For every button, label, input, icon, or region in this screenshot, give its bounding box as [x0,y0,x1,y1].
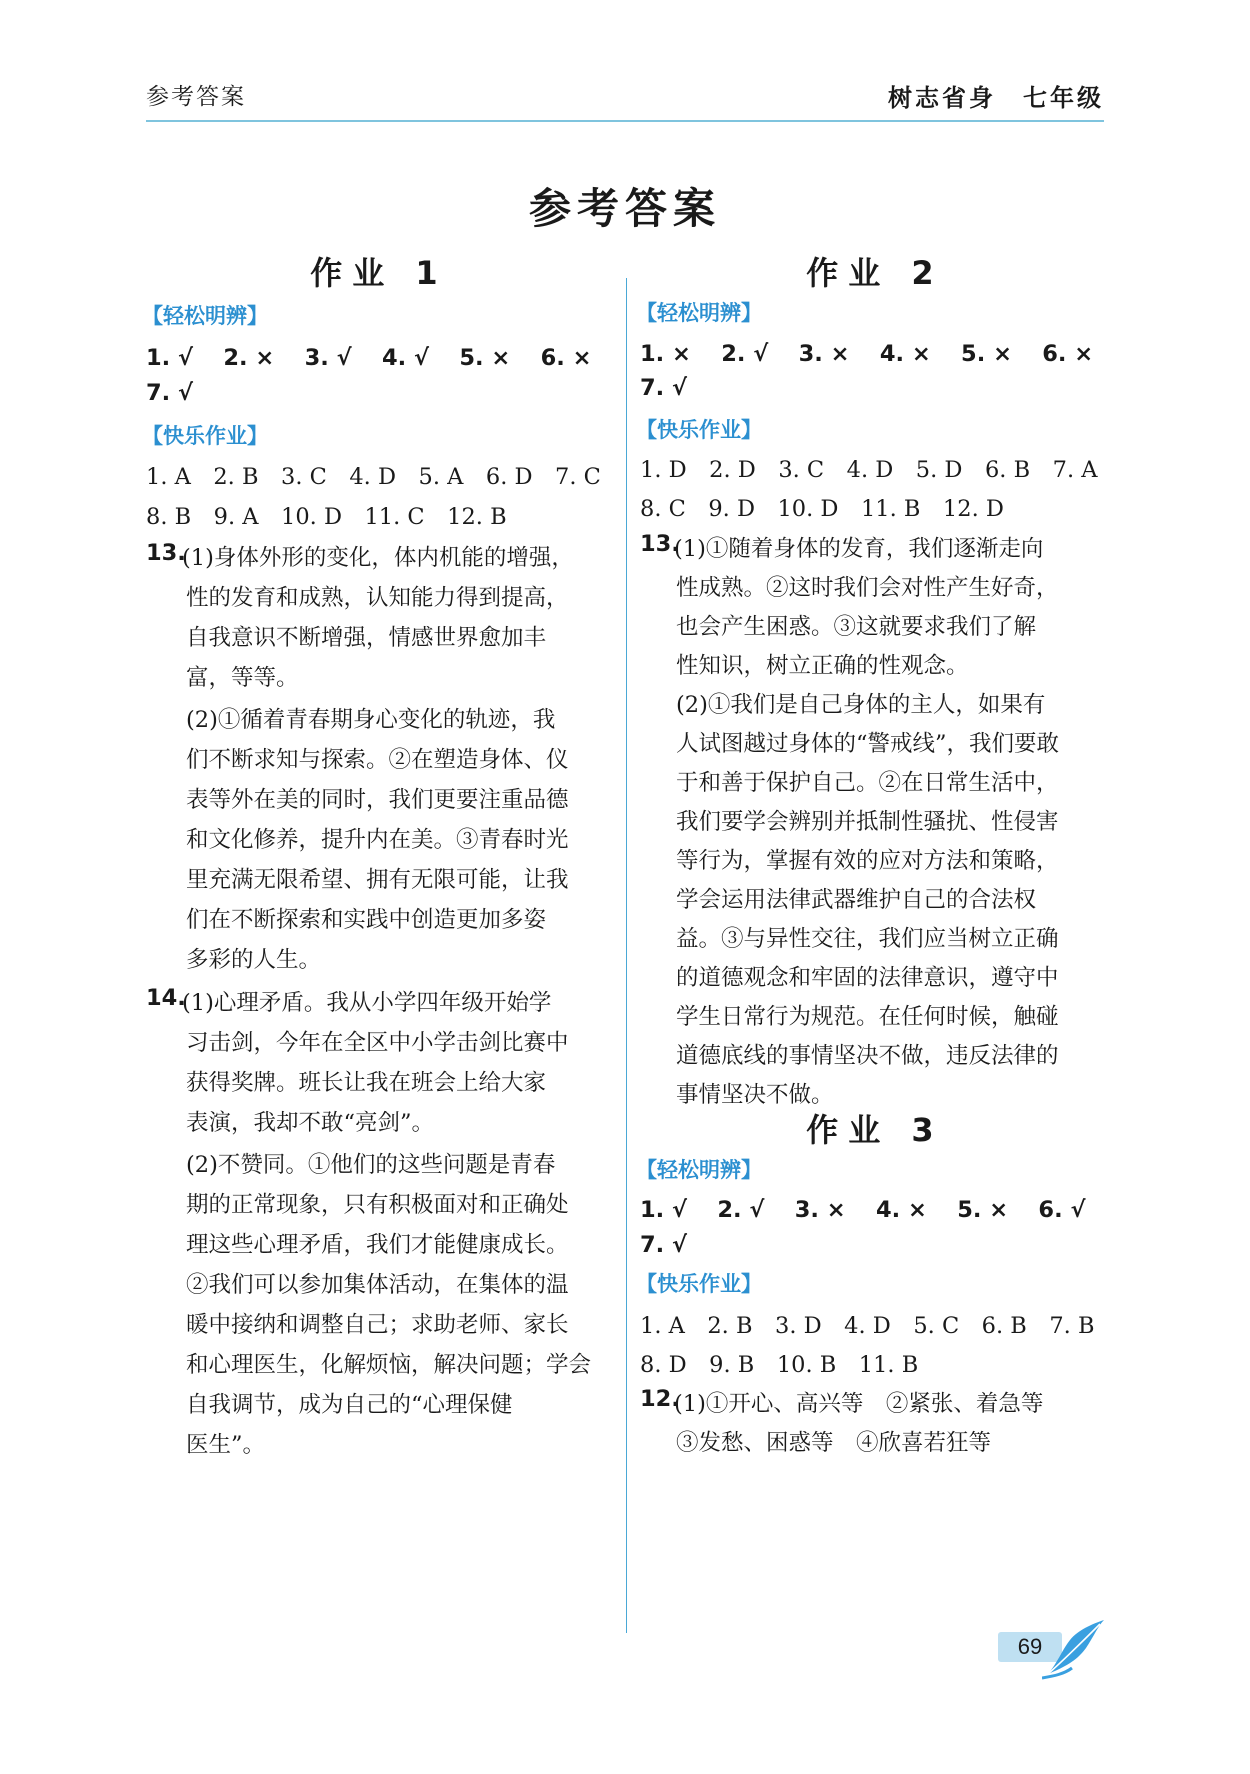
answer-line: 和文化修养，提升内在美。③青春时光 [186,827,569,853]
answer-line: 自我意识不断增强，情感世界愈加丰 [186,625,547,651]
answer-line: 性的发育和成熟，认知能力得到提高， [186,585,569,611]
answer-line: (1)①随着身体的发育，我们逐渐走向 [674,536,1044,562]
answer-line: 期的正常现象，只有积极面对和正确处 [186,1192,569,1218]
choice-answers-row: 8. D 9. B 10. B 11. B [640,1352,919,1378]
answer-line: 学会运用法律武器维护自己的合法权 [676,887,1037,913]
page-number-badge [990,1618,1110,1680]
judge-answers-row: 7. √ [640,1232,688,1258]
section-heading-2: 作业 2 [806,254,944,292]
answer-line: (2)不赞同。①他们的这些问题是青春 [186,1152,556,1178]
answer-line: 里充满无限希望、拥有无限可能，让我 [186,867,569,893]
answer-line: 于和善于保护自己。②在日常生活中， [676,770,1059,796]
answer-line: 我们要学会辨别并抵制性骚扰、性侵害 [676,809,1059,835]
choice-answers-row: 8. C 9. D 10. D 11. B 12. D [640,496,1004,522]
section-heading-3: 作业 3 [806,1111,944,1149]
answer-line: 也会产生困惑。③这就要求我们了解 [676,614,1037,640]
section-tag-judge: 【轻松明辨】 [636,1158,762,1182]
answer-line: 自我调节，成为自己的“心理保健 [186,1392,513,1418]
answer-line: 医生”。 [186,1432,266,1458]
answer-line: 和心理医生，化解烦恼，解决问题；学会 [186,1352,592,1378]
judge-answers-row: 1. × 2. √ 3. × 4. × 5. × 6. × [640,341,1094,367]
answer-line: 性知识，树立正确的性观念。 [676,653,969,679]
running-header-left: 参考答案 [146,84,246,110]
answer-line: (1)心理矛盾。我从小学四年级开始学 [182,990,552,1016]
section-heading-1: 作业 1 [310,254,448,292]
answer-line: (1)①开心、高兴等 ②紧张、着急等 [674,1391,1044,1417]
answer-line: (2)①我们是自己身体的主人，如果有 [676,692,1046,718]
header-rule [146,120,1104,122]
answer-line: 们不断求知与探索。②在塑造身体、仪 [186,747,569,773]
question-number: 13. [146,540,186,566]
choice-answers-row: 1. A 2. B 3. C 4. D 5. A 6. D 7. C [146,464,601,490]
answer-line: 表等外在美的同时，我们更要注重品德 [186,787,569,813]
section-tag-homework: 【快乐作业】 [636,1272,762,1296]
page-number: 69 [998,1632,1062,1662]
section-tag-homework: 【快乐作业】 [636,418,762,442]
answer-line: (2)①循着青春期身心变化的轨迹，我 [186,707,556,733]
choice-answers-row: 8. B 9. A 10. D 11. C 12. B [146,504,507,530]
answer-line: 等行为，掌握有效的应对方法和策略， [676,848,1059,874]
section-tag-judge: 【轻松明辨】 [636,301,762,325]
answer-line: ②我们可以参加集体活动，在集体的温 [186,1272,569,1298]
judge-answers-row: 7. √ [640,375,688,401]
running-header-right: 树志省身 七年级 [888,84,1104,112]
question-number: 12. [640,1386,680,1412]
choice-answers-row: 1. A 2. B 3. D 4. D 5. C 6. B 7. B [640,1313,1095,1339]
answer-line: 富，等等。 [186,665,299,691]
answer-line: 们在不断探索和实践中创造更加多姿 [186,907,547,933]
question-number: 14. [146,985,186,1011]
leaf-icon [1042,1618,1110,1680]
answer-line: 暖中接纳和调整自己；求助老师、家长 [186,1312,569,1338]
question-number: 13. [640,531,680,557]
answer-line: 表演，我却不敢“亮剑”。 [186,1110,435,1136]
answer-line: 理这些心理矛盾，我们才能健康成长。 [186,1232,569,1258]
answer-line: 获得奖牌。班长让我在班会上给大家 [186,1070,547,1096]
answer-line: 习击剑，今年在全区中小学击剑比赛中 [186,1030,569,1056]
answer-line: 事情坚决不做。 [676,1082,834,1108]
answer-line: (1)身体外形的变化，体内机能的增强， [182,545,574,571]
answer-line: 道德底线的事情坚决不做，违反法律的 [676,1043,1059,1069]
answer-line: 学生日常行为规范。在任何时候，触碰 [676,1004,1059,1030]
answer-line: 益。③与异性交往，我们应当树立正确 [676,926,1059,952]
judge-answers-row: 7. √ [146,380,194,406]
judge-answers-row: 1. √ 2. × 3. √ 4. √ 5. × 6. × [146,345,592,371]
answer-line: ③发愁、困惑等 ④欣喜若狂等 [676,1430,992,1456]
section-tag-homework: 【快乐作业】 [142,424,268,448]
page-title: 参考答案 [528,184,721,233]
column-divider [626,278,627,1633]
judge-answers-row: 1. √ 2. √ 3. × 4. × 5. × 6. √ [640,1197,1086,1223]
section-tag-judge: 【轻松明辨】 [142,304,268,328]
answer-line: 人试图越过身体的“警戒线”，我们要敢 [676,731,1060,757]
choice-answers-row: 1. D 2. D 3. C 4. D 5. D 6. B 7. A [640,457,1098,483]
answer-line: 性成熟。②这时我们会对性产生好奇， [676,575,1059,601]
answer-line: 多彩的人生。 [186,947,322,973]
answer-line: 的道德观念和牢固的法律意识，遵守中 [676,965,1059,991]
